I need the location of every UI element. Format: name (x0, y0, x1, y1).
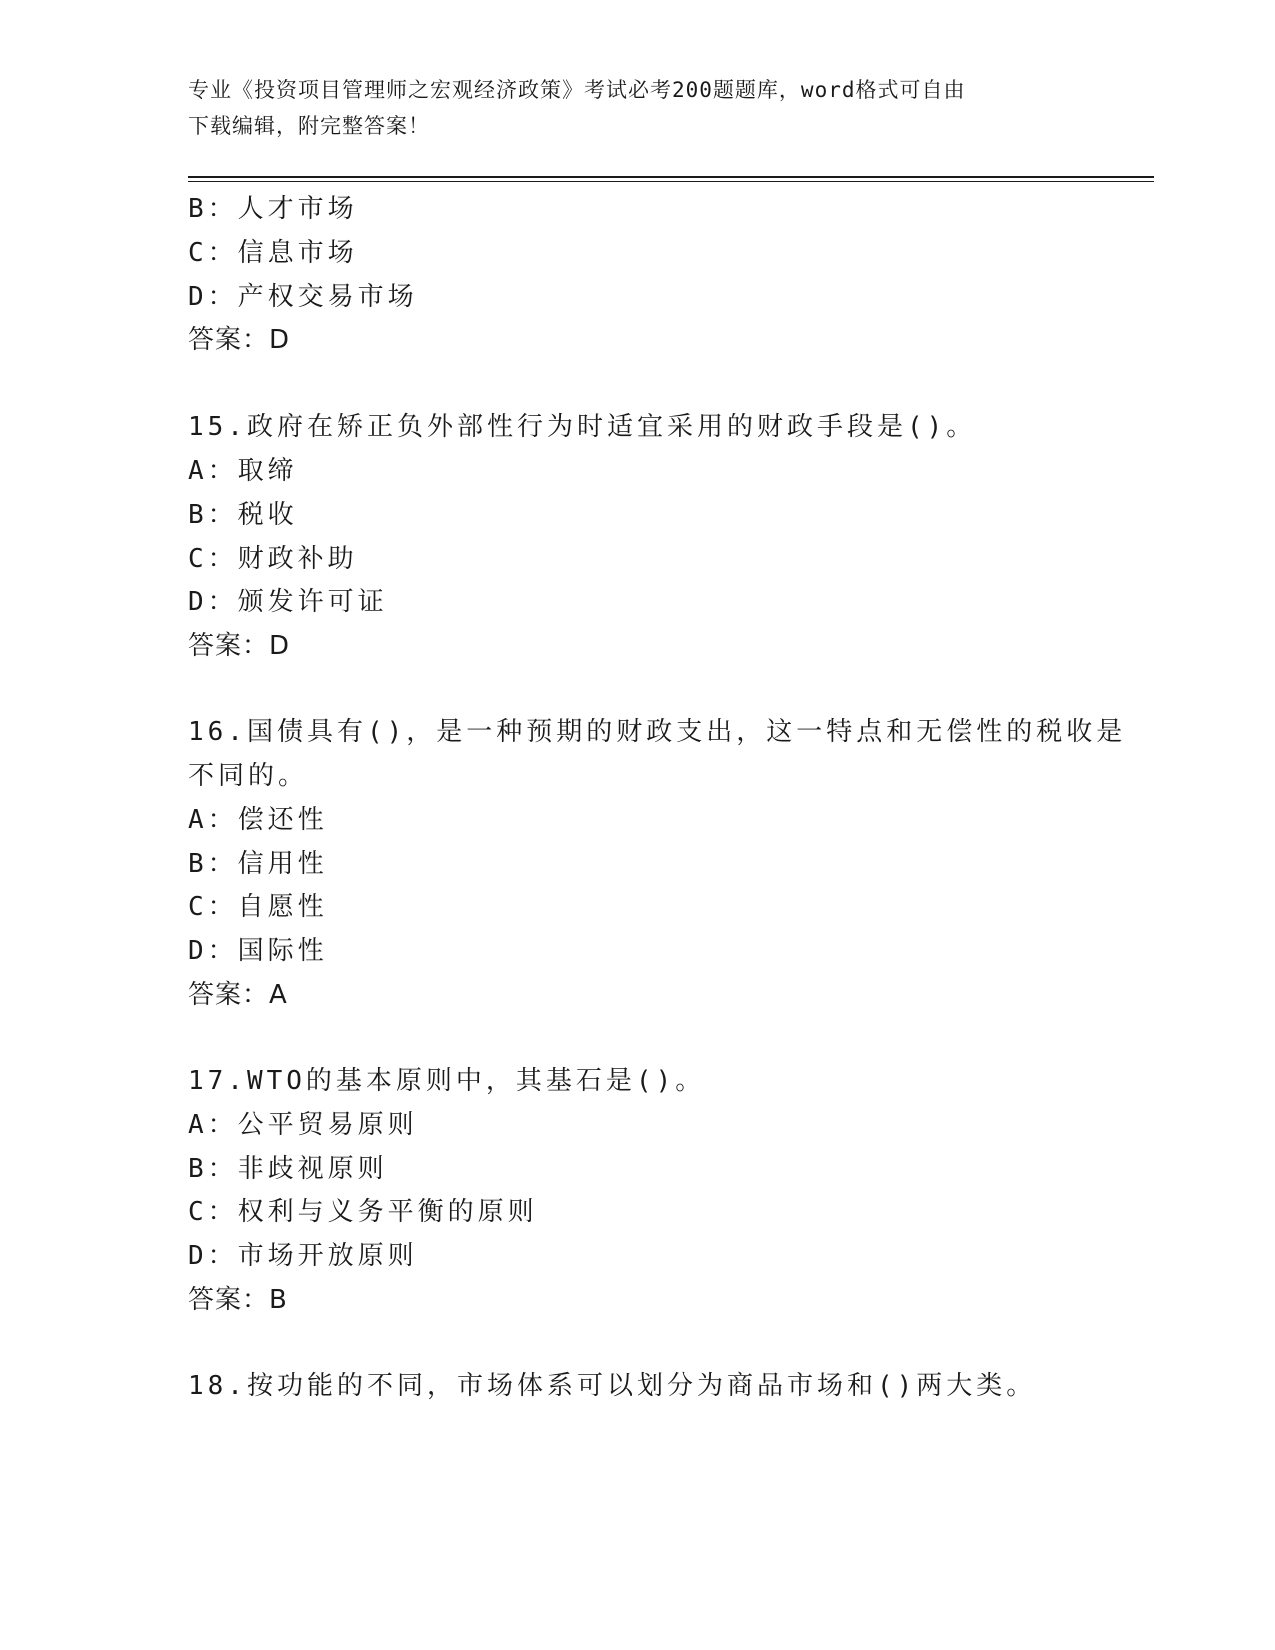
q15-stem: 15.政府在矫正负外部性行为时适宜采用的财政手段是()。 (188, 412, 977, 442)
q17-stem: 17.WTO的基本原则中，其基石是()。 (188, 1066, 706, 1096)
header-divider-thin (188, 181, 1154, 182)
q17-option-c: C：权利与义务平衡的原则 (188, 1197, 538, 1227)
q16-answer: 答案：A (188, 980, 288, 1010)
q16-stem-line-2: 不同的。 (188, 761, 309, 791)
q16-option-d: D：国际性 (188, 936, 328, 966)
q14-option-b: B：人才市场 (188, 194, 358, 224)
q16-option-b: B：信用性 (188, 849, 328, 879)
q16-option-c: C：自愿性 (188, 892, 328, 922)
q18-stem: 18.按功能的不同，市场体系可以划分为商品市场和()两大类。 (188, 1371, 1037, 1401)
q15-option-d: D：颁发许可证 (188, 587, 388, 617)
q14-option-d: D：产权交易市场 (188, 282, 418, 312)
q15-option-c: C：财政补助 (188, 544, 358, 574)
q14-option-c: C：信息市场 (188, 238, 358, 268)
header-line-2: 下载编辑，附完整答案！ (188, 114, 430, 138)
q17-option-d: D：市场开放原则 (188, 1241, 418, 1271)
q15-option-a: A：取缔 (188, 456, 298, 486)
q17-option-b: B：非歧视原则 (188, 1154, 388, 1184)
q15-option-b: B：税收 (188, 500, 298, 530)
q17-option-a: A：公平贸易原则 (188, 1110, 418, 1140)
header-divider-thick (188, 176, 1154, 178)
q14-answer: 答案：D (188, 325, 291, 355)
page-header (188, 72, 1088, 144)
q16-stem-line-1: 16.国债具有()，是一种预期的财政支出，这一特点和无偿性的税收是 (188, 717, 1127, 747)
q16-option-a: A：偿还性 (188, 805, 328, 835)
q17-answer: 答案：B (188, 1285, 288, 1315)
q15-answer: 答案：D (188, 631, 291, 661)
header-line-1: 专业《投资项目管理师之宏观经济政策》考试必考200题题库，word格式可自由 (188, 78, 966, 102)
